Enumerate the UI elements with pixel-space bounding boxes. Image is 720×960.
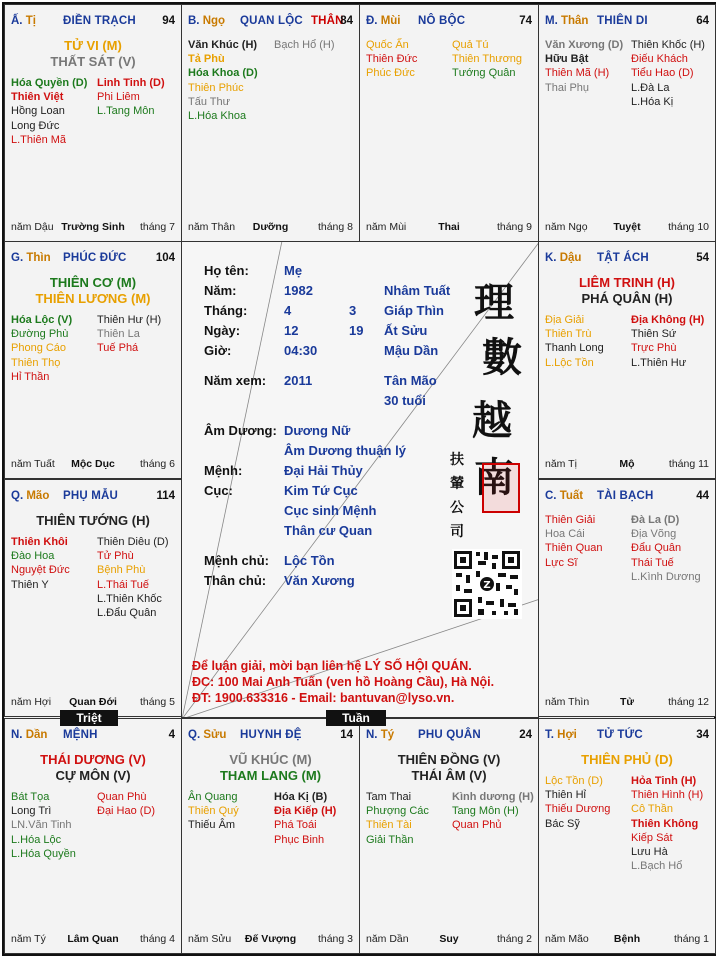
minor-star: L.Thiên Khốc (97, 592, 162, 605)
minor-star: Đại Hao (D) (97, 805, 156, 818)
palace-header (11, 729, 175, 743)
minor-stars-left (366, 790, 429, 847)
minor-star: Thiên Đức (366, 53, 418, 66)
minor-stars-right (97, 535, 169, 620)
minor-star: Quốc Ấn (366, 39, 409, 51)
minor-star: L.Kình Dương (631, 570, 701, 583)
footer-month: tháng 2 (496, 933, 532, 945)
palace-footer (188, 221, 353, 235)
minor-star: Phi Liêm (97, 91, 140, 104)
palace-cell-ty[interactable] (4, 4, 182, 242)
palace-cell-mao[interactable] (4, 479, 182, 717)
minor-star: Thiên Thương (452, 53, 523, 66)
footer-stage: Đế Vượng (244, 933, 297, 945)
main-star: CỰ MÔN (V) (55, 768, 131, 783)
minor-star: Thiên Quan (545, 542, 603, 555)
qr-code[interactable] (452, 549, 522, 619)
minor-star: L.Hóa Lộc (11, 833, 62, 846)
minor-star: Thai Phụ (545, 81, 590, 94)
palace-number: 94 (162, 15, 175, 27)
minor-star: Lực Sĩ (545, 556, 578, 569)
palace-header (11, 15, 175, 29)
main-star: TỬ VI (M) (64, 38, 122, 53)
palace-header (545, 729, 709, 743)
minor-stars-left (11, 313, 72, 384)
palace-position: Q. Sửu (188, 729, 227, 741)
minor-stars-left (545, 38, 623, 95)
minor-star: Bát Tọa (11, 791, 50, 803)
minor-star: Lộc Tồn (D) (545, 775, 603, 787)
palace-header (11, 252, 175, 266)
main-star: THAM LANG (M) (219, 768, 322, 783)
minor-star: Hoa Cái (545, 528, 585, 541)
minor-stars-left (545, 774, 610, 831)
label-nam: Năm: (204, 283, 237, 298)
minor-stars-left (11, 76, 87, 147)
main-star: THÁI ÂM (V) (411, 768, 487, 783)
minor-star: Nguyệt Đức (11, 564, 70, 577)
minor-star: Thiếu Dương (545, 803, 611, 816)
main-star: THIÊN PHỦ (D) (581, 752, 673, 767)
palace-number: 14 (340, 729, 353, 741)
footer-month: tháng 11 (668, 458, 709, 470)
footer-stage: Thai (438, 221, 460, 233)
value-cuc-3: Thân cư Quan (284, 523, 373, 538)
minor-star: Thiên Giải (545, 514, 596, 526)
palace-footer (11, 221, 175, 235)
palace-cell-than[interactable] (538, 4, 716, 242)
minor-star: L.Bạch Hổ (631, 860, 683, 873)
minor-star: L.Thiên Mã (11, 133, 67, 146)
minor-stars-right (274, 38, 335, 52)
minor-star: Long Trì (11, 805, 52, 818)
footer-year: năm Hợi (11, 696, 52, 708)
minor-star: Địa Không (H) (631, 314, 705, 326)
calligraphy-char-2: 數 (482, 334, 522, 381)
palace-cell-suu[interactable] (181, 718, 360, 954)
minor-star: Ân Quang (188, 791, 238, 803)
minor-star: Hóa Kị (B) (274, 791, 328, 803)
minor-star: Kiếp Sát (631, 831, 673, 844)
footer-month: tháng 1 (673, 933, 709, 945)
footer-stage: Trường Sinh (61, 221, 125, 233)
small-char-3: 公 (450, 500, 464, 516)
footer-year: năm Sửu (188, 933, 232, 945)
minor-stars-left (188, 790, 239, 833)
palace-position: Ấ. Tị (11, 15, 36, 27)
minor-star: Tấu Thư (188, 95, 231, 108)
footer-month: tháng 7 (139, 221, 175, 233)
minor-star: Tang Môn (H) (452, 805, 519, 818)
value-am-duong-2: Âm Dương thuận lý (284, 443, 406, 458)
minor-star: Thiên Khôi (11, 536, 68, 548)
minor-stars-right (452, 38, 522, 81)
footer-stage: Suy (439, 933, 459, 945)
palace-cell-dan[interactable] (4, 718, 182, 954)
palace-name: TẬT ÁCH (597, 252, 649, 264)
minor-star: Thiên Hỉ (545, 789, 586, 802)
value-ngay: 12 (284, 323, 299, 338)
minor-star: Thiên Trù (545, 328, 592, 341)
palace-position: N. Tý (366, 729, 395, 741)
palace-number: 74 (519, 15, 532, 27)
footer-year: năm Tý (11, 933, 46, 945)
minor-star: L.Tang Môn (97, 105, 155, 118)
label-thang: Tháng: (204, 303, 248, 318)
contact-line-3[interactable]: ĐT: 1900.633316 - Email: bantuvan@lyso.vn. (192, 691, 455, 705)
minor-star: L.Hóa Kị (631, 95, 674, 108)
minor-star: Thiên Việt (11, 91, 64, 104)
palace-number: 114 (156, 490, 175, 502)
palace-cell-ty2[interactable] (359, 718, 539, 954)
small-char-1: 扶 (450, 452, 464, 468)
minor-star: Lưu Hà (631, 846, 668, 859)
main-star: THIÊN CƠ (M) (49, 275, 137, 290)
footer-month: tháng 8 (317, 221, 353, 233)
minor-stars-right (631, 38, 705, 109)
triet-marker: Triệt (60, 710, 118, 726)
palace-footer (545, 696, 709, 710)
minor-star: Thanh Long (545, 342, 604, 355)
label-than-chu: Thân chủ: (204, 573, 267, 588)
palace-name: QUAN LỘC THÂN (240, 15, 344, 27)
palace-name: HUYNH ĐỆ (240, 729, 302, 741)
minor-stars-left (11, 535, 70, 592)
palace-number: 34 (696, 729, 709, 741)
minor-star: LN.Văn Tinh (11, 819, 72, 832)
minor-star: Đẩu Quân (631, 542, 682, 555)
footer-stage: Dưỡng (252, 221, 289, 233)
value-gio: 04:30 (284, 343, 318, 358)
label-ho-ten: Họ tên: (204, 263, 249, 278)
palace-cell-hoi[interactable] (538, 718, 716, 954)
minor-stars-left (545, 513, 602, 570)
minor-stars-right (631, 513, 701, 584)
value-am-duong: Dương Nữ (284, 423, 351, 438)
palace-number: 54 (696, 252, 709, 264)
footer-stage: Mộc Dục (71, 458, 115, 470)
value-cuc: Kim Tứ Cục (284, 483, 358, 498)
main-star: PHÁ QUÂN (H) (581, 291, 673, 306)
value-menh: Đại Hải Thủy (284, 463, 363, 478)
palace-footer (11, 696, 175, 710)
minor-stars-left (545, 313, 604, 370)
palace-number: 104 (155, 252, 175, 264)
palace-header (545, 490, 709, 504)
main-star: LIÊM TRINH (H) (578, 275, 676, 290)
label-menh: Mệnh: (204, 463, 243, 478)
footer-year: năm Tuất (11, 458, 55, 470)
palace-footer (366, 221, 532, 235)
footer-stage: Tử (619, 696, 635, 708)
palace-header (366, 729, 532, 743)
minor-star: Địa Võng (631, 528, 677, 541)
palace-position: M. Thân (545, 15, 589, 27)
palace-number: 44 (696, 490, 709, 502)
minor-star: Đà La (D) (631, 514, 680, 526)
label-cuc: Cục: (204, 483, 233, 498)
minor-star: Đào Hoa (11, 550, 55, 563)
label-nam-xem: Năm xem: (204, 373, 267, 388)
minor-star: Thiên Thọ (11, 356, 61, 369)
minor-star: Thiên Quý (188, 805, 239, 818)
value-ho-ten: Mẹ (284, 263, 303, 278)
footer-year: năm Thân (188, 221, 236, 233)
minor-star: Hỏa Tinh (H) (631, 775, 697, 787)
minor-star: Giải Thần (366, 833, 414, 846)
minor-star: Hỉ Thần (11, 370, 50, 383)
minor-stars-left (366, 38, 417, 81)
than-marker: THÂN (310, 15, 344, 27)
main-star: THIÊN LƯƠNG (M) (35, 291, 151, 306)
tuan-marker: Tuần (326, 710, 386, 726)
center-info-panel (181, 240, 539, 718)
calligraphy-char-4: 南 (474, 454, 514, 501)
minor-star: Thiên Hình (H) (631, 789, 704, 802)
minor-star: Hóa Quyền (D) (11, 77, 88, 89)
palace-footer (188, 933, 353, 947)
value-thang-can: Giáp Thìn (384, 303, 444, 318)
minor-star: Văn Xương (D) (545, 39, 624, 51)
palace-footer (11, 458, 175, 472)
label-menh-chu: Mệnh chủ: (204, 553, 269, 568)
minor-star: Văn Khúc (H) (188, 39, 258, 51)
minor-star: Thiên La (97, 328, 140, 341)
minor-star: L.Hóa Khoa (188, 110, 247, 123)
value-nam-xem: 2011 (284, 373, 313, 388)
palace-cell-dau[interactable] (538, 241, 716, 479)
main-star: VŨ KHÚC (M) (229, 752, 312, 767)
footer-year: năm Mùi (366, 221, 407, 233)
footer-year: năm Dần (366, 933, 409, 945)
footer-year: năm Mão (545, 933, 589, 945)
minor-star: Quan Phủ (452, 819, 502, 832)
minor-star: Hóa Khoa (D) (188, 67, 258, 80)
small-char-2: 輦 (450, 476, 464, 492)
palace-cell-thin[interactable] (4, 241, 182, 479)
calligraphy-char-1: 理 (474, 279, 514, 326)
minor-star: Bạch Hổ (H) (274, 39, 335, 51)
minor-star: Thiên Không (631, 817, 699, 830)
contact-line-1: Để luận giải, mời bạn liên hệ LÝ SỐ HỘI QUÁN. (192, 659, 472, 673)
minor-star: Phục Binh (274, 833, 325, 846)
footer-month: tháng 5 (139, 696, 175, 708)
contact-line-2: ĐC: 100 Mai Anh Tuấn (ven hồ Hoàng Cầu), Hà Nội. (192, 675, 495, 689)
palace-footer (11, 933, 175, 947)
minor-star: Thiên Mã (H) (545, 67, 610, 80)
main-star: THÁI DƯƠNG (V) (40, 752, 146, 767)
minor-stars-right (97, 313, 161, 356)
value-nam-xem-can: Tân Mão (384, 373, 437, 388)
value-nam: 1982 (284, 283, 313, 298)
minor-star: Quả Tú (452, 39, 489, 51)
minor-star: Cô Thần (631, 803, 673, 816)
palace-name: PHU QUÂN (418, 729, 481, 741)
value-thang-am: 3 (349, 303, 357, 318)
footer-month: tháng 6 (139, 458, 175, 470)
palace-position: T. Hợi (545, 729, 577, 741)
palace-number: 4 (168, 729, 175, 741)
palace-name: PHỤ MẪU (63, 490, 119, 502)
palace-position: G. Thìn (11, 252, 51, 264)
minor-star: Thiên Khốc (H) (631, 39, 705, 51)
minor-star: L.Thiên Hư (631, 356, 687, 369)
palace-number: 64 (696, 15, 709, 27)
value-ngay-can: Ất Sửu (384, 323, 428, 338)
footer-year: năm Thìn (545, 696, 590, 708)
value-tuoi: 30 tuổi (384, 393, 426, 408)
palace-header (545, 252, 709, 266)
svg-text:Z: Z (483, 580, 491, 591)
minor-stars-left (11, 790, 76, 861)
palace-position: Đ. Mùi (366, 15, 401, 27)
value-ngay-am: 19 (349, 323, 364, 338)
palace-cell-mui[interactable] (359, 4, 539, 242)
minor-star: Tả Phù (188, 53, 225, 66)
minor-stars-right (631, 313, 704, 370)
minor-star: Phượng Các (366, 805, 429, 818)
footer-month: tháng 4 (139, 933, 175, 945)
minor-star: Địa Giải (545, 314, 585, 326)
palace-position: N. Dần (11, 729, 48, 741)
main-star: THIÊN ĐỒNG (V) (397, 752, 501, 767)
minor-star: Địa Kiếp (H) (274, 805, 337, 818)
palace-header (545, 15, 709, 29)
minor-star: L.Thái Tuế (97, 578, 149, 591)
label-ngay: Ngày: (204, 323, 241, 338)
minor-star: Phá Toái (274, 819, 317, 832)
palace-cell-tuat[interactable] (538, 479, 716, 717)
footer-year: năm Dậu (11, 221, 54, 233)
label-am-duong: Âm Dương: (204, 423, 277, 438)
palace-cell-ngo[interactable] (181, 4, 360, 242)
footer-year: năm Tị (545, 458, 577, 470)
label-gio: Giờ: (204, 343, 232, 358)
minor-star: Phong Cáo (11, 342, 67, 355)
minor-star: Tướng Quân (452, 67, 516, 80)
palace-name: THIÊN DI (597, 15, 648, 27)
footer-month: tháng 9 (496, 221, 532, 233)
minor-star: Thiên Y (11, 578, 49, 591)
minor-stars-right (452, 790, 534, 833)
minor-stars-left (188, 38, 258, 123)
palace-name: PHÚC ĐỨC (63, 252, 127, 264)
minor-star: Thiên Phúc (188, 81, 244, 94)
calligraphy-char-3: 越 (472, 397, 512, 444)
palace-position: K. Dậu (545, 252, 582, 264)
palace-footer (545, 458, 709, 472)
main-star: THẤT SÁT (V) (50, 54, 136, 69)
palace-header (366, 15, 532, 29)
palace-position: B. Ngọ (188, 15, 226, 27)
minor-star: Bác Sỹ (545, 817, 580, 830)
footer-month: tháng 3 (317, 933, 353, 945)
palace-position: Q. Mão (11, 490, 50, 502)
minor-star: Thiên Hư (H) (97, 314, 162, 326)
footer-stage: Bệnh (613, 933, 641, 945)
small-char-4: 司 (450, 524, 464, 540)
minor-star: Trực Phù (631, 342, 677, 355)
minor-star: L.Lộc Tồn (545, 356, 594, 369)
minor-star: Bệnh Phù (97, 564, 146, 577)
minor-star: Thiên Sứ (631, 328, 677, 341)
red-seal-stamp (482, 463, 520, 513)
main-star: THIÊN TƯỚNG (H) (36, 513, 150, 528)
palace-footer (366, 933, 532, 947)
palace-footer (545, 221, 709, 235)
palace-footer (545, 933, 709, 947)
minor-star: Tuế Phá (97, 342, 139, 355)
minor-star: Đường Phù (11, 328, 69, 341)
value-menh-chu: Lộc Tồn (284, 553, 335, 568)
minor-star: L.Đẩu Quân (97, 607, 157, 620)
value-gio-can: Mậu Dần (384, 343, 439, 358)
footer-year: năm Ngọ (545, 221, 588, 233)
minor-star: Thái Tuế (631, 556, 674, 569)
minor-star: L.Đà La (631, 81, 670, 94)
palace-header (188, 15, 353, 29)
palace-name: MỆNH (63, 729, 98, 741)
minor-star: Tiểu Hao (D) (631, 67, 694, 80)
minor-star: Linh Tinh (D) (97, 77, 165, 89)
palace-name: TỬ TỨC (597, 729, 643, 741)
footer-stage: Quan Đới (69, 696, 117, 708)
minor-star: Thiên Diêu (D) (97, 536, 169, 548)
palace-header (188, 729, 353, 743)
palace-name: ĐIỀN TRẠCH (63, 15, 136, 27)
value-than-chu: Văn Xương (284, 573, 355, 588)
minor-star: Tử Phù (97, 550, 134, 563)
footer-month: tháng 12 (668, 696, 709, 708)
footer-stage: Tuyệt (613, 221, 641, 233)
palace-name: TÀI BẠCH (597, 490, 654, 502)
minor-star: Kình dương (H) (452, 791, 534, 803)
minor-stars-right (274, 790, 336, 847)
palace-name: NÔ BỘC (418, 15, 466, 27)
minor-stars-right (97, 76, 165, 119)
minor-star: Hóa Lộc (V) (11, 314, 73, 326)
minor-star: Hữu Bật (545, 53, 589, 66)
footer-stage: Mộ (619, 458, 635, 470)
minor-star: Long Đức (11, 119, 60, 132)
minor-star: L.Hóa Quyền (11, 847, 76, 860)
footer-month: tháng 10 (668, 221, 709, 233)
minor-star: Thiên Tài (366, 819, 412, 832)
value-cuc-2: Cục sinh Mệnh (284, 503, 377, 518)
minor-star: Quan Phù (97, 791, 147, 803)
minor-stars-right (97, 790, 155, 818)
value-nam-can: Nhâm Tuất (384, 283, 451, 298)
minor-star: Phúc Đức (366, 67, 415, 80)
minor-star: Điếu Khách (631, 53, 688, 66)
minor-star: Tam Thai (366, 791, 412, 803)
palace-number: 24 (519, 729, 532, 741)
minor-stars-right (631, 774, 703, 873)
value-thang: 4 (284, 303, 292, 318)
palace-number: 84 (340, 15, 353, 27)
palace-header (11, 490, 175, 504)
footer-stage: Lâm Quan (67, 933, 119, 945)
minor-star: Hồng Loan (11, 105, 65, 118)
palace-position: C. Tuất (545, 490, 584, 502)
minor-star: Thiếu Âm (188, 819, 236, 832)
